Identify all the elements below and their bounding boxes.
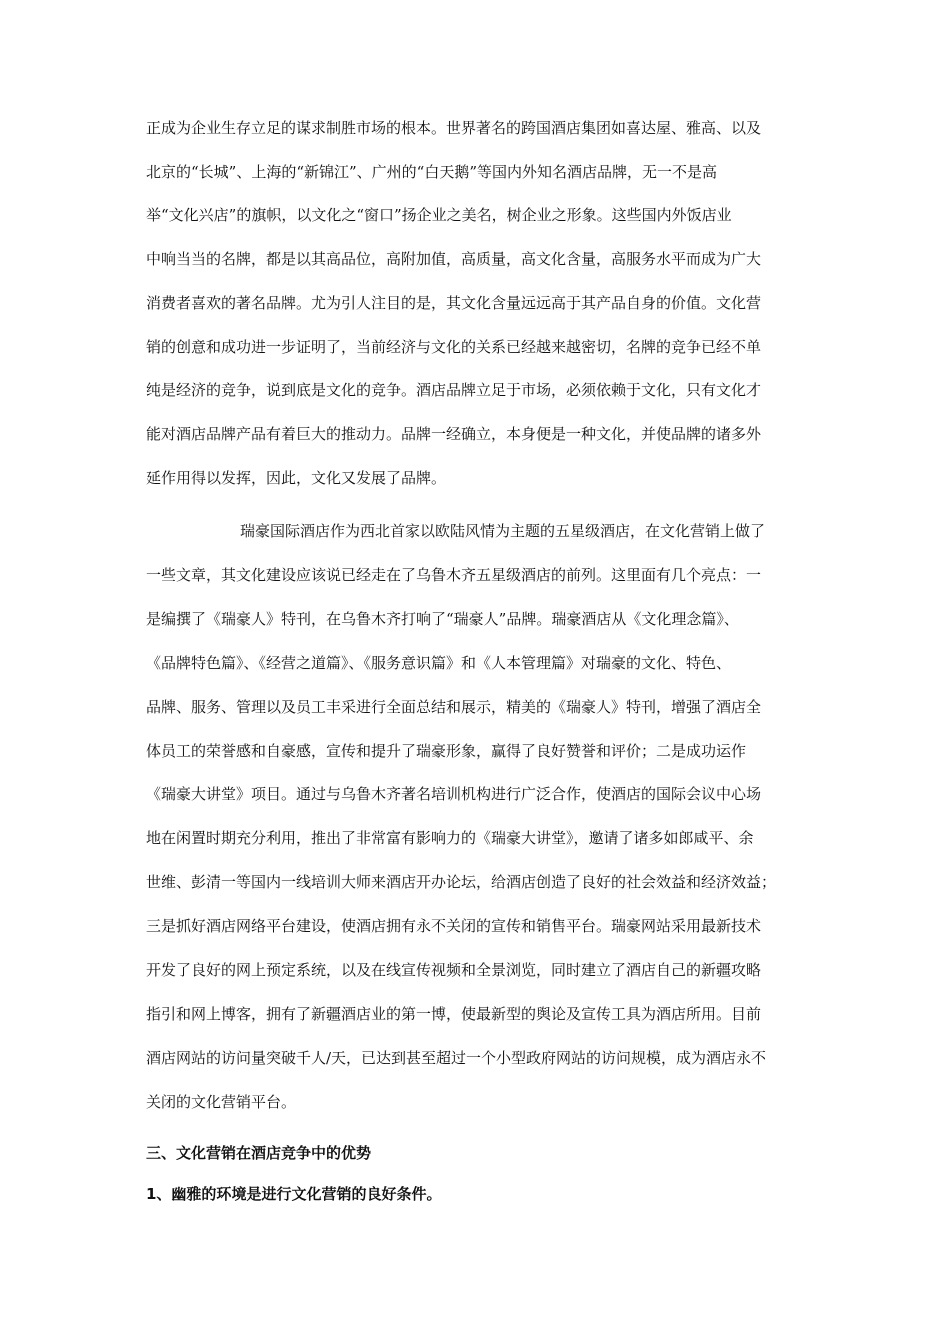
text-line: 中响当当的名牌，都是以其高品位，高附加值，高质量，高文化含量，高服务水平而成为广大: [146, 250, 762, 269]
text-line: 销的创意和成功进一步证明了，当前经济与文化的关系已经越来越密切，名牌的竞争已经不单: [146, 337, 762, 356]
text-line: 举“文化兴店”的旗帜，以文化之“窗口”扬企业之美名，树企业之形象。这些国内外饭店业: [146, 206, 732, 225]
text-line: 北京的“长城”、上海的“新锦江”、广州的“白天鹅”等国内外知名酒店品牌，无一不是高: [146, 162, 718, 181]
text-line: 地在闲置时期充分利用，推出了非常富有影响力的《瑞豪大讲堂》，邀请了诸多如郎咸平、余: [146, 829, 754, 848]
text-line: 关闭的文化营销平台。: [146, 1092, 297, 1111]
text-line: 消费者喜欢的著名品牌。尤为引人注目的是，其文化含量远远高于其产品自身的价值。文化营: [146, 293, 762, 312]
text-line: 是编撰了《瑞豪人》特刊，在乌鲁木齐打响了“瑞豪人”品牌。瑞豪酒店从《文化理念篇》、: [146, 609, 739, 628]
text-line: 《瑞豪大讲堂》项目。通过与乌鲁木齐著名培训机构进行广泛合作，使酒店的国际会议中心场: [146, 785, 762, 804]
text-line: 《品牌特色篇》、《经营之道篇》、《服务意识篇》和《人本管理篇》对瑞豪的文化、特色、: [146, 653, 732, 672]
text-line: 指引和网上博客，拥有了新疆酒店业的第一博，使最新型的舆论及宣传工具为酒店所用。目前: [146, 1004, 762, 1023]
text-line: 能对酒店品牌产品有着巨大的推动力。品牌一经确立，本身便是一种文化，并使品牌的诸多外: [146, 424, 762, 443]
text-line: 酒店网站的访问量突破千人/天，已达到甚至超过一个小型政府网站的访问规模，成为酒店永不: [146, 1048, 767, 1067]
subsection-heading: 1、幽雅的环境是进行文化营销的良好条件。: [146, 1185, 442, 1203]
text-line: 正成为企业生存立足的谋求制胜市场的根本。世界著名的跨国酒店集团如喜达屋、雅高、以及: [146, 119, 762, 137]
text-line: 延作用得以发挥，因此，文化又发展了品牌。: [146, 468, 447, 487]
text-line: 纯是经济的竞争，说到底是文化的竞争。酒店品牌立足于市场，必须依赖于文化，只有文化才: [146, 381, 762, 400]
text-line: 三是抓好酒店网络平台建设，使酒店拥有永不关闭的宣传和销售平台。瑞豪网站采用最新技术: [146, 917, 762, 936]
text-line: 一些文章，其文化建设应该说已经走在了乌鲁木齐五星级酒店的前列。这里面有几个亮点：一: [146, 565, 762, 584]
text-line: 瑞豪国际酒店作为西北首家以欧陆风情为主题的五星级酒店，在文化营销上做了: [240, 522, 766, 540]
text-line: 世维、彭清一等国内一线培训大师来酒店开办论坛，给酒店创造了良好的社会效益和经济效益；: [146, 873, 777, 892]
text-line: 品牌、服务、管理以及员工丰采进行全面总结和展示，精美的《瑞豪人》特刊，增强了酒店全: [146, 697, 762, 716]
text-line: 开发了良好的网上预定系统，以及在线宣传视频和全景浏览，同时建立了酒店自己的新疆攻略: [146, 961, 762, 979]
text-line: 体员工的荣誉感和自豪感，宣传和提升了瑞豪形象，赢得了良好赞誉和评价；二是成功运作: [146, 741, 747, 760]
section-heading: 三、文化营销在酒店竞争中的优势: [146, 1144, 372, 1162]
